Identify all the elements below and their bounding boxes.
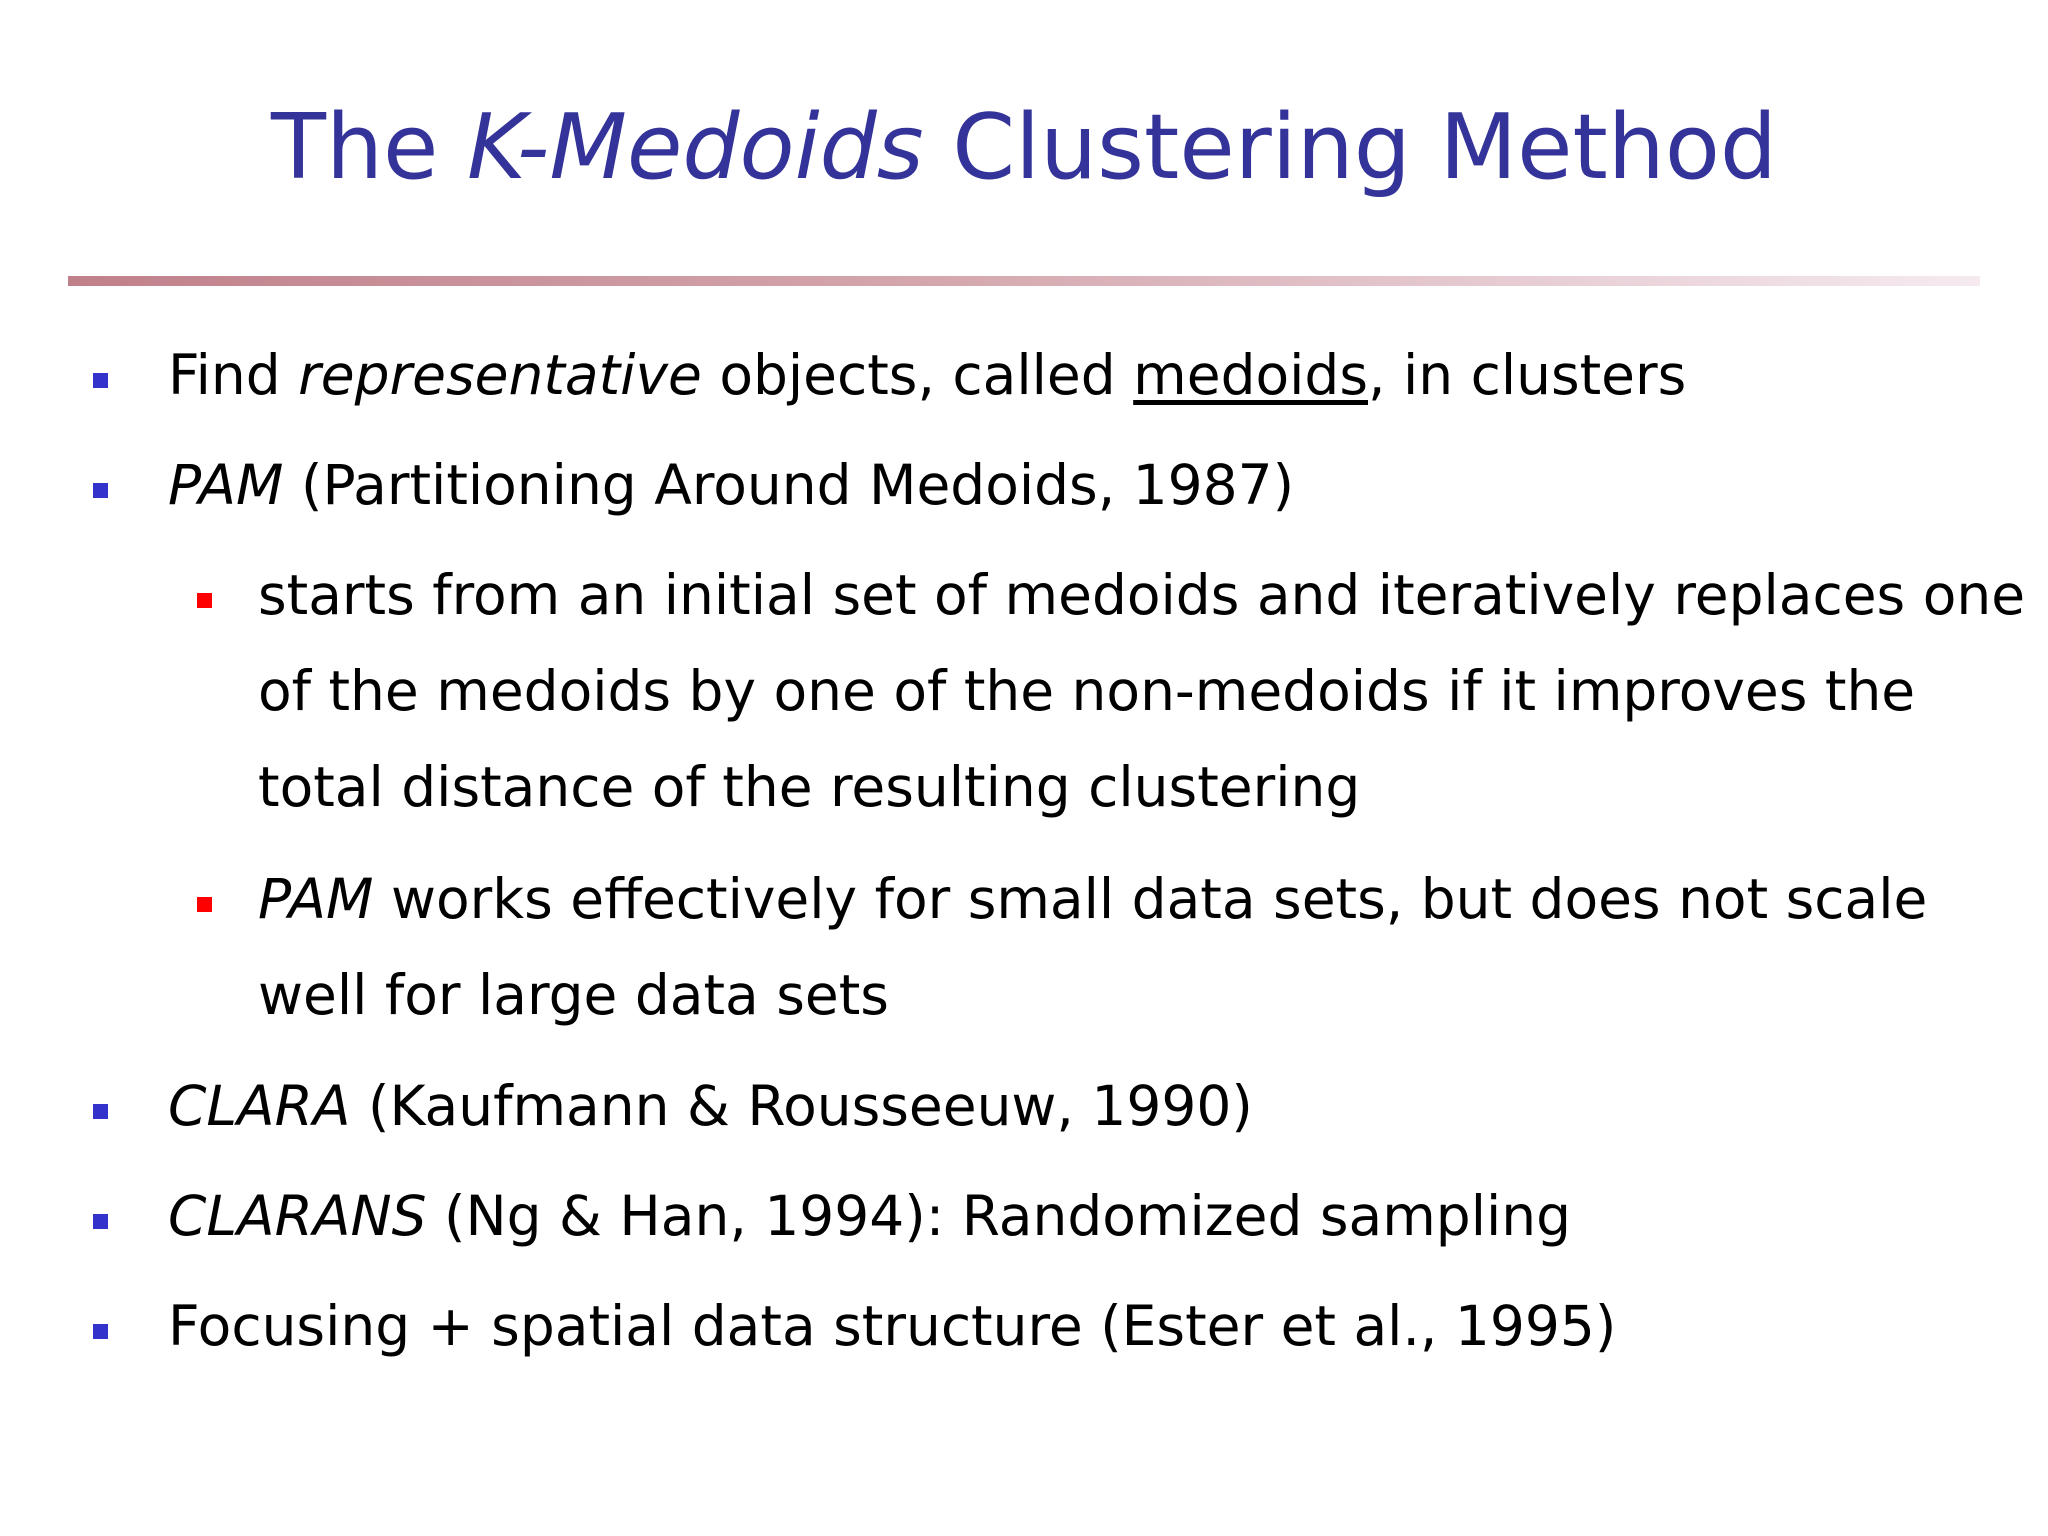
medoids-underlined-term: medoids: [1133, 343, 1368, 407]
bullet-text: (Ng & Han, 1994): Randomized sampling: [426, 1184, 1572, 1248]
sub-bullet-pam-line-2: of the medoids by one of the non-medoids if it improves the: [258, 659, 1916, 723]
sub-bullet-pam-scale-line-2: well for large data sets: [258, 963, 889, 1027]
bullet-italic-term: representative: [298, 343, 702, 407]
bullet-square-icon: [93, 1324, 108, 1339]
sub-bullet-square-icon: [197, 593, 212, 608]
bullet-text: Find: [168, 343, 299, 407]
bullet-square-icon: [93, 1104, 108, 1119]
bullet-text: (Kaufmann & Rousseeuw, 1990): [350, 1074, 1253, 1138]
bullet-square-icon: [93, 373, 108, 388]
sub-bullet-pam-line-3: total distance of the resulting clustering: [258, 755, 1361, 819]
bullet-find-representative: [168, 340, 1686, 410]
slide-title: [0, 88, 2048, 208]
bullet-clarans: [168, 1181, 1571, 1251]
bullet-text: (Partitioning Around Medoids, 1987): [283, 453, 1295, 517]
bullet-square-icon: [93, 483, 108, 498]
bullet-italic-term: PAM: [258, 867, 374, 931]
bullet-square-icon: [93, 1214, 108, 1229]
title-divider: [68, 276, 1980, 286]
title-prefix: The: [270, 95, 467, 200]
bullet-text: works effectively for small data sets, but does not scale: [373, 867, 1928, 931]
bullet-text: objects, called: [701, 343, 1134, 407]
bullet-clara: [168, 1071, 1253, 1141]
bullet-italic-term: CLARA: [168, 1074, 351, 1138]
bullet-text: , in clusters: [1368, 343, 1687, 407]
sub-bullet-pam-line-1: starts from an initial set of medoids and iteratively replaces one: [258, 563, 2026, 627]
sub-bullet-pam-scale-line-1: [258, 864, 1927, 934]
title-italic: K-Medoids: [466, 95, 924, 200]
bullet-focusing: Focusing + spatial data structure (Ester et al., 1995): [168, 1294, 1617, 1358]
bullet-italic-term: CLARANS: [168, 1184, 427, 1248]
sub-bullet-square-icon: [197, 897, 212, 912]
bullet-pam: [168, 450, 1294, 520]
bullet-italic-term: PAM: [168, 453, 284, 517]
title-suffix: Clustering Method: [923, 95, 1778, 200]
